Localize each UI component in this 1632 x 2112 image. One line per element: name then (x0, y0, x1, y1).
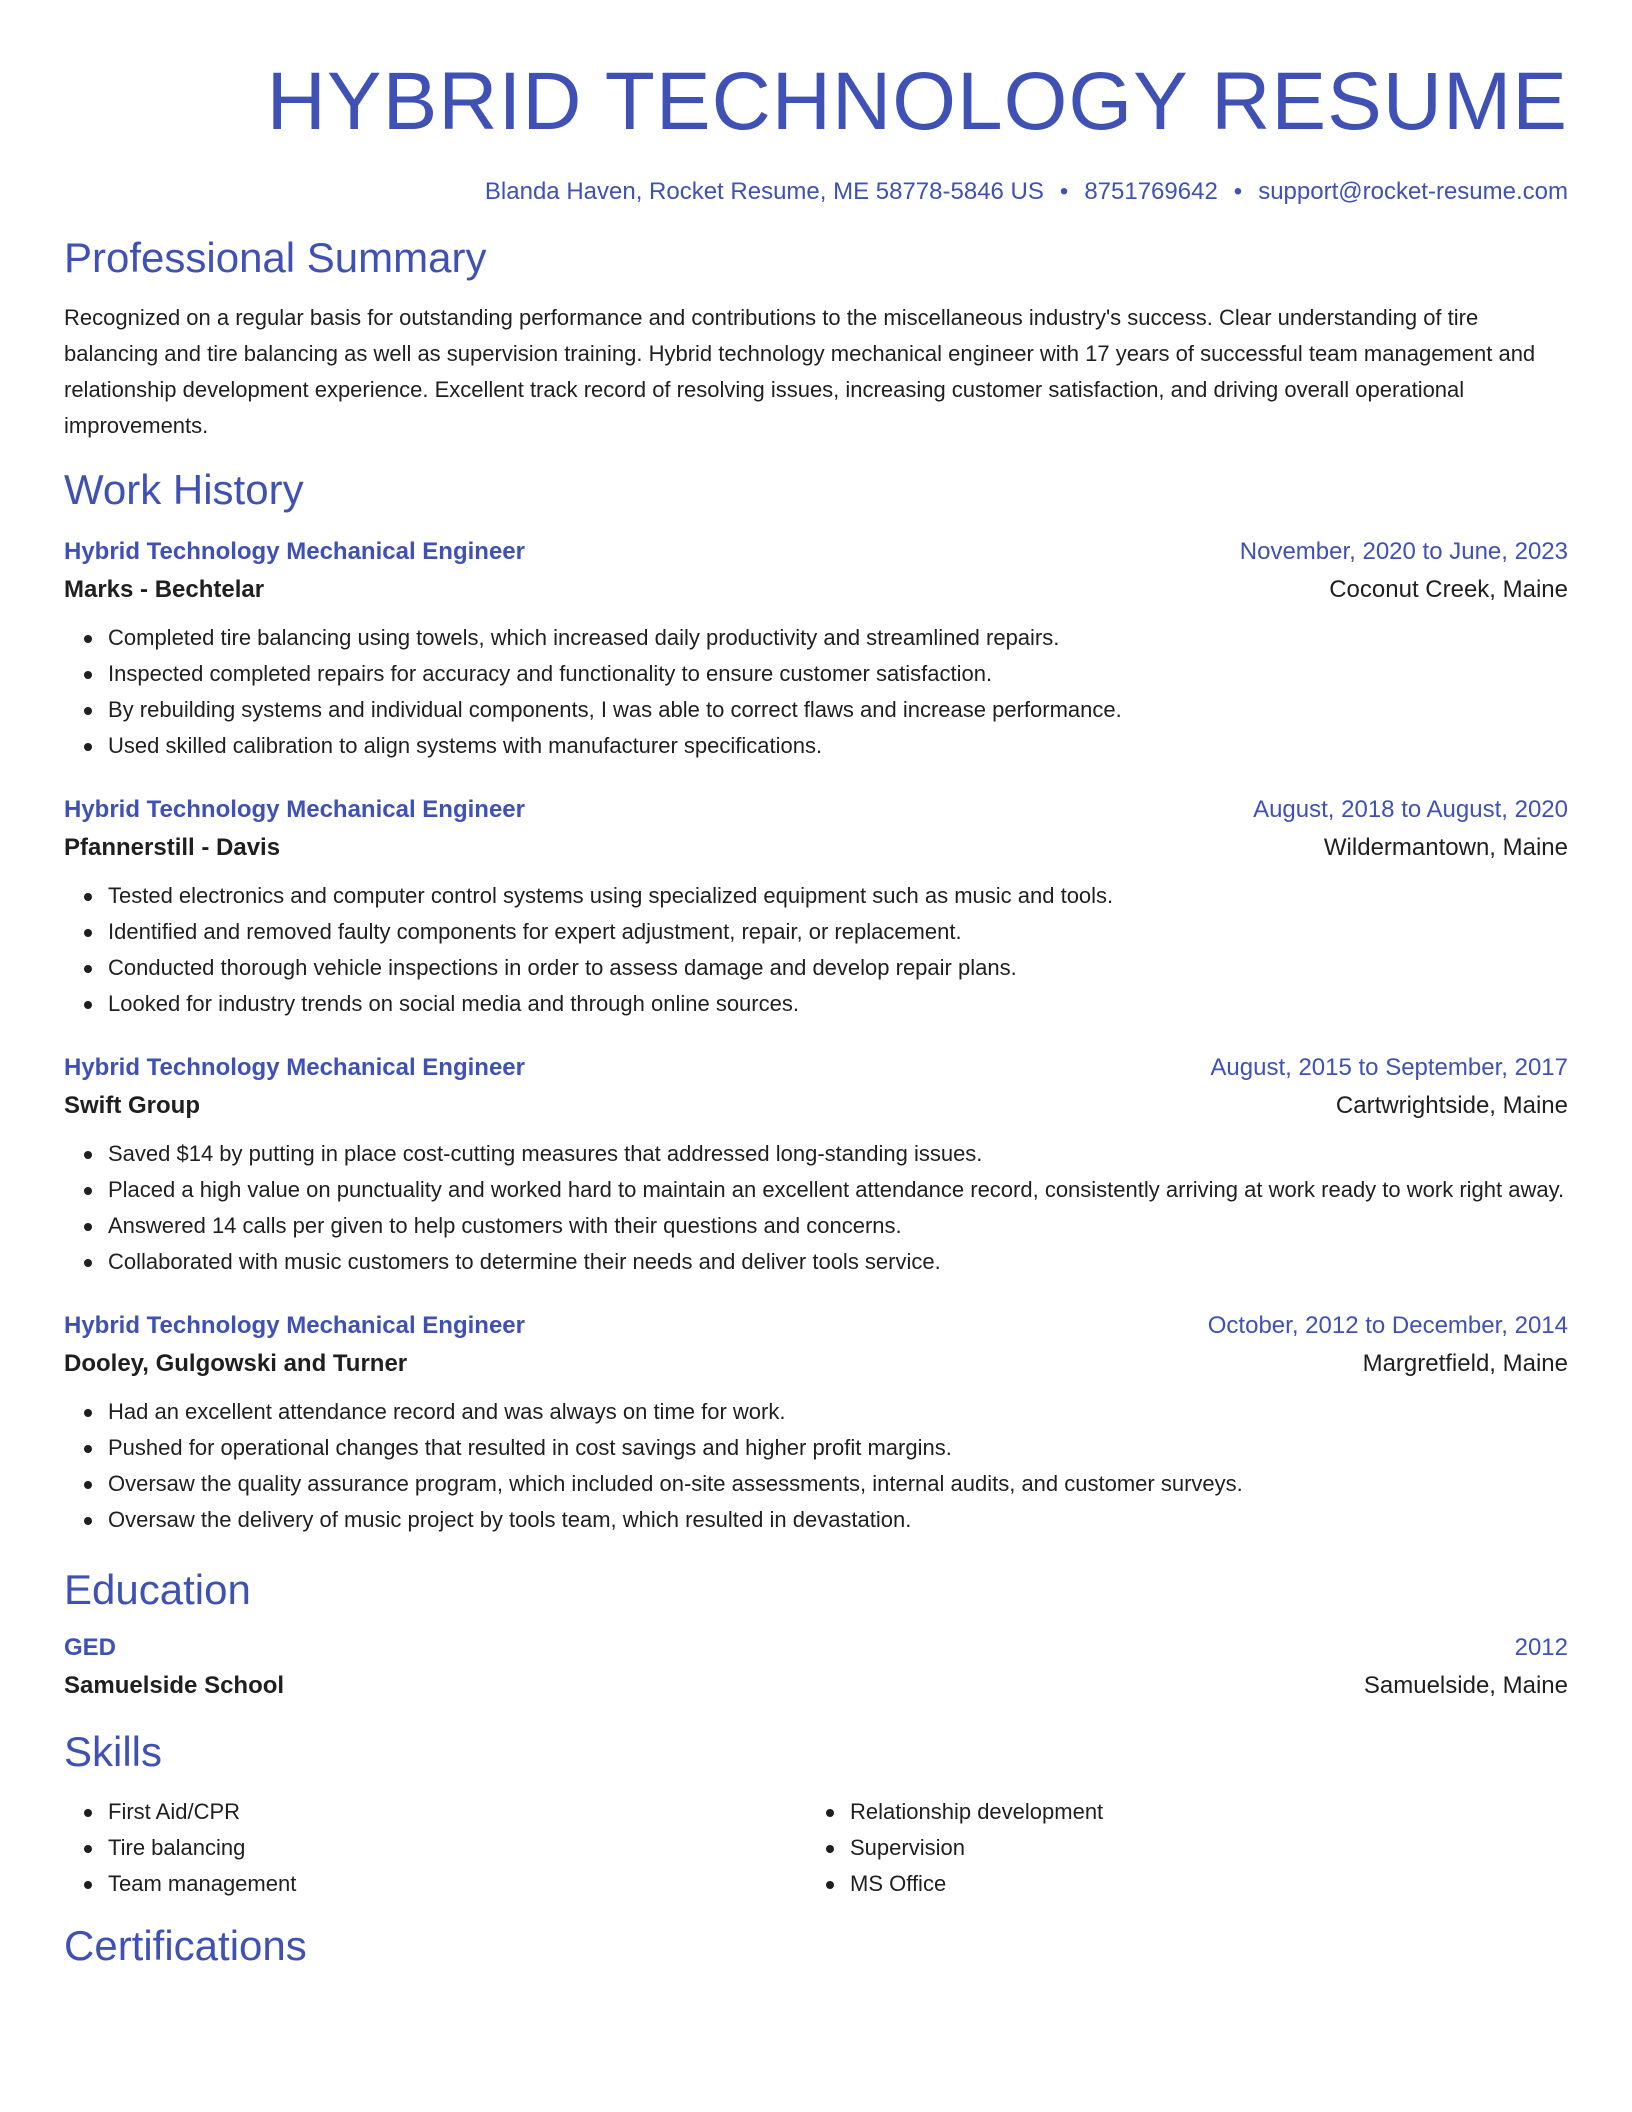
job-company: Swift Group (64, 1092, 200, 1119)
skill-item: Supervision (850, 1830, 1548, 1866)
job-bullets (64, 1136, 1568, 1280)
job-title: Hybrid Technology Mechanical Engineer (64, 1312, 525, 1339)
skill-item: MS Office (850, 1866, 1548, 1902)
education-heading: Education (64, 1566, 251, 1613)
contact-line (64, 176, 1568, 208)
job-bullet: Tested electronics and computer control systems using specialized equipment such as music and tools. (108, 878, 1568, 914)
job-bullet: Looked for industry trends on social media and through online sources. (108, 986, 1568, 1022)
education-year: 2012 (1514, 1634, 1568, 1661)
job-bullet: Used skilled calibration to align systems with manufacturer specifications. (108, 728, 1568, 764)
job-bullet: Identified and removed faulty components for expert adjustment, repair, or replacement. (108, 914, 1568, 950)
job-company: Marks - Bechtelar (64, 576, 265, 603)
job-bullet: Conducted thorough vehicle inspections in order to assess damage and develop repair plans. (108, 950, 1568, 986)
job-bullet: By rebuilding systems and individual components, I was able to correct flaws and increase performance. (108, 692, 1568, 728)
resume-title: HYBRID TECHNOLOGY RESUME (266, 56, 1568, 147)
job-bullet: Oversaw the delivery of music project by tools team, which resulted in devastation. (108, 1502, 1568, 1538)
job-entry (64, 1050, 1568, 1280)
job-bullet: Answered 14 calls per given to help customers with their questions and concerns. (108, 1208, 1568, 1244)
contact-phone: 8751769642 (1084, 178, 1218, 205)
skills-heading: Skills (64, 1728, 163, 1775)
job-entry (64, 534, 1568, 764)
contact-separator: • (1233, 178, 1243, 205)
job-bullet: Had an excellent attendance record and was always on time for work. (108, 1394, 1568, 1430)
job-bullet: Saved $14 by putting in place cost-cutting measures that addressed long-standing issues. (108, 1136, 1568, 1172)
skills-column-left (64, 1784, 806, 1902)
job-dates: November, 2020 to June, 2023 (1239, 538, 1568, 565)
skills-list (64, 1784, 1568, 1902)
education-degree: GED (64, 1634, 117, 1661)
skills-column-right (806, 1784, 1548, 1902)
job-company: Pfannerstill - Davis (64, 834, 281, 861)
skill-item: Tire balancing (108, 1830, 806, 1866)
job-bullets (64, 878, 1568, 1022)
contact-separator: • (1059, 178, 1069, 205)
job-title: Hybrid Technology Mechanical Engineer (64, 1054, 525, 1081)
education-location: Samuelside, Maine (1363, 1672, 1568, 1699)
job-dates: August, 2018 to August, 2020 (1253, 796, 1568, 823)
job-dates: August, 2015 to September, 2017 (1210, 1054, 1568, 1081)
skills-bullets (806, 1794, 1548, 1902)
job-dates: October, 2012 to December, 2014 (1207, 1312, 1568, 1339)
skills-bullets (64, 1794, 806, 1902)
resume-page (64, 0, 1568, 1972)
job-title: Hybrid Technology Mechanical Engineer (64, 538, 525, 565)
job-bullets (64, 1394, 1568, 1538)
education-entry (64, 1630, 1568, 1706)
summary-text: Recognized on a regular basis for outstanding performance and contributions to the miscellaneous industry's success. Clear understanding of tire balancing and tire balancing as well as supervision training. Hybrid technology mechanical engineer with 17 years of successful team management and relationship development experience. Excellent track record of resolving issues, increasing customer satisfaction, and driving overall operational improvements. (64, 305, 1536, 438)
job-bullet: Completed tire balancing using towels, which increased daily productivity and streamlined repairs. (108, 620, 1568, 656)
job-location: Wildermantown, Maine (1323, 834, 1568, 861)
job-location: Coconut Creek, Maine (1329, 576, 1568, 603)
job-title: Hybrid Technology Mechanical Engineer (64, 796, 525, 823)
contact-email[interactable]: support@rocket-resume.com (1258, 178, 1568, 205)
job-location: Cartwrightside, Maine (1335, 1092, 1568, 1119)
job-location: Margretfield, Maine (1362, 1350, 1568, 1377)
summary-heading: Professional Summary (64, 234, 487, 281)
contact-address: Blanda Haven, Rocket Resume, ME 58778-5846 US (484, 178, 1044, 205)
job-bullet: Oversaw the quality assurance program, which included on-site assessments, internal audits, and customer surveys. (108, 1466, 1568, 1502)
job-bullet: Collaborated with music customers to determine their needs and deliver tools service. (108, 1244, 1568, 1280)
skill-item: Team management (108, 1866, 806, 1902)
job-company: Dooley, Gulgowski and Turner (64, 1350, 408, 1377)
certifications-heading: Certifications (64, 1922, 307, 1969)
job-bullet: Inspected completed repairs for accuracy and functionality to ensure customer satisfaction. (108, 656, 1568, 692)
job-entry (64, 792, 1568, 1022)
job-bullet: Placed a high value on punctuality and worked hard to maintain an excellent attendance record, consistently arriving at work ready to work right away. (108, 1172, 1568, 1208)
skill-item: Relationship development (850, 1794, 1548, 1830)
job-bullet: Pushed for operational changes that resulted in cost savings and higher profit margins. (108, 1430, 1568, 1466)
education-school: Samuelside School (64, 1672, 285, 1699)
skill-item: First Aid/CPR (108, 1794, 806, 1830)
work-history-heading: Work History (64, 466, 304, 513)
job-entry (64, 1308, 1568, 1538)
job-bullets (64, 620, 1568, 764)
